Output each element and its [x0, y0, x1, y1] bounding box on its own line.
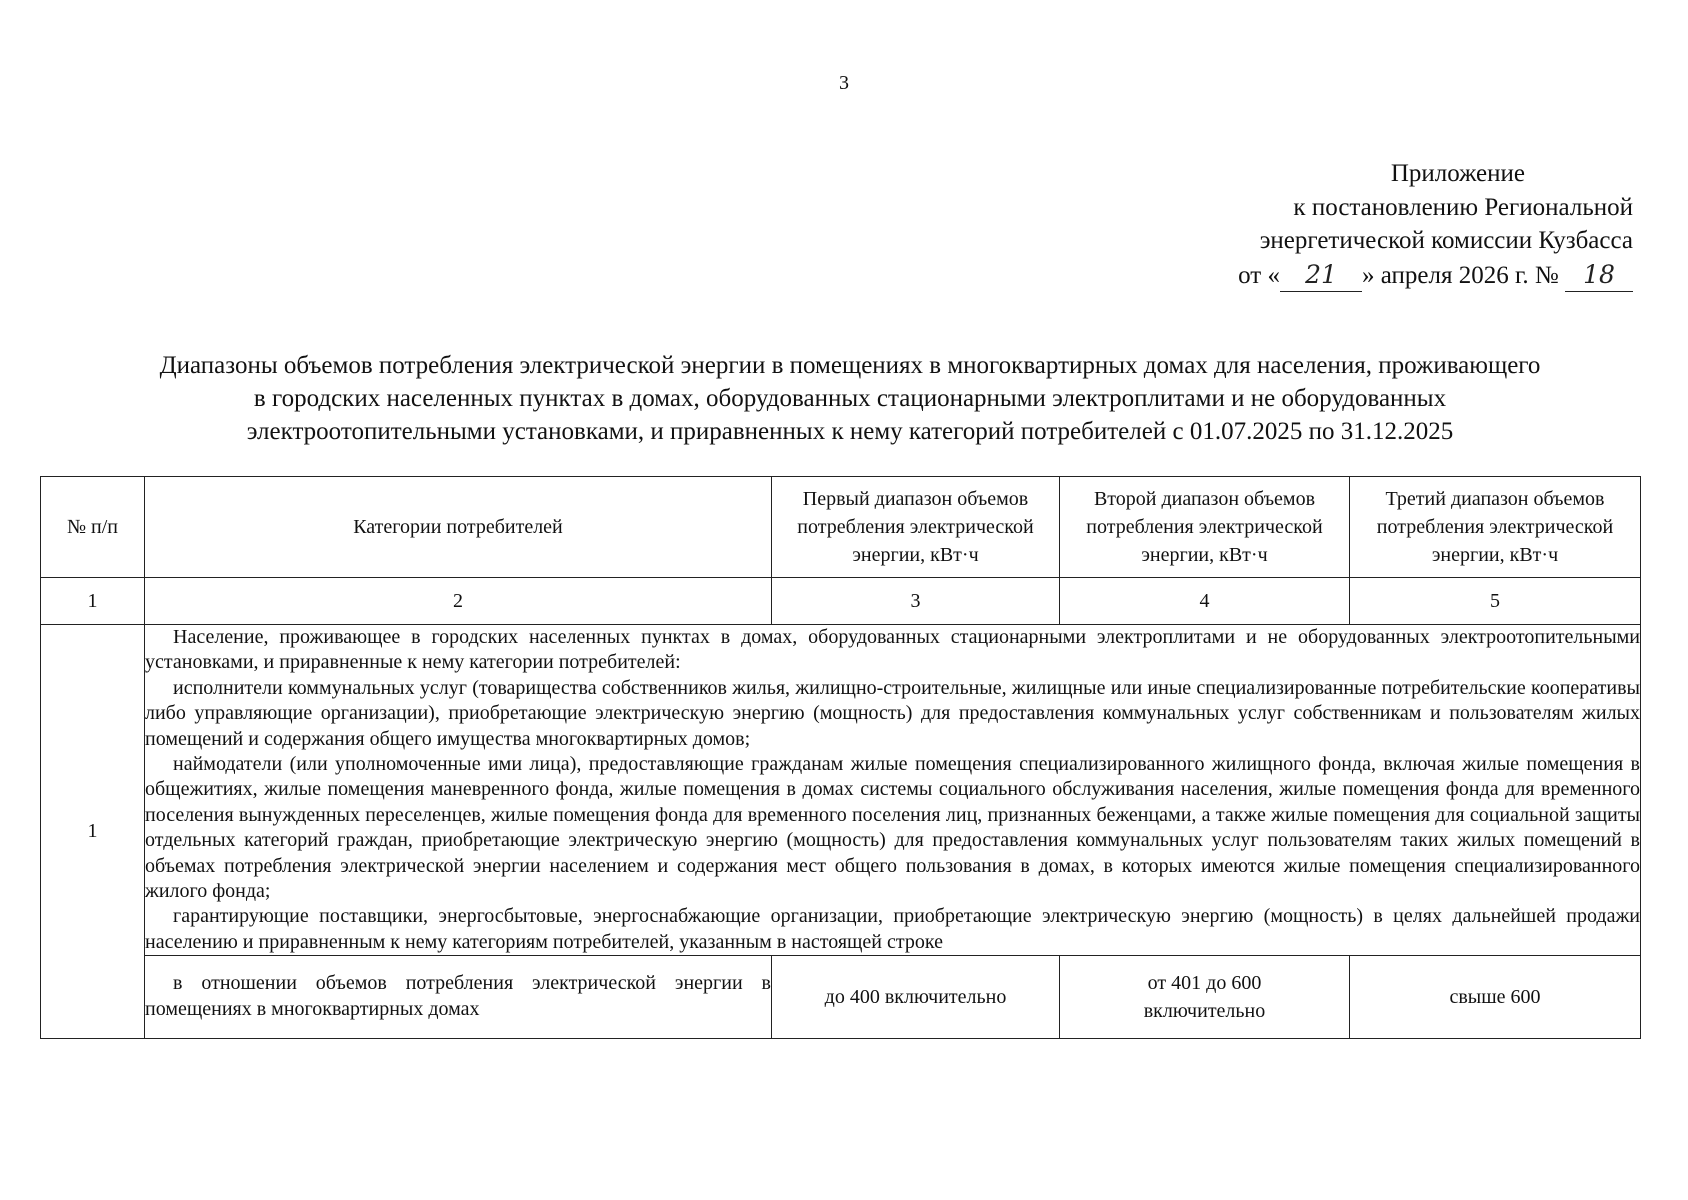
consumption-ranges-table [40, 476, 1641, 1039]
column-number-row [41, 578, 1641, 625]
sub-description-text: в отношении объемов потребления электрической энергии в помещениях в многоквартирных домах [145, 972, 771, 1021]
table-subrow [41, 956, 1641, 1039]
title-line-1: Диапазоны объемов потребления электрической энергии в помещениях в многоквартирных домах для населения, проживающего [159, 352, 1541, 379]
appendix-title: Приложение [1390, 160, 1525, 187]
title-line-2: в городских населенных пунктах в домах, оборудованных стационарными электроплитами и не оборудованных [253, 384, 1447, 412]
range-3-value: свыше 600 [1350, 956, 1641, 1039]
header-num: № п/п [41, 477, 145, 578]
page-number: 3 [839, 72, 849, 94]
range-2-line-2: включительно [1143, 1000, 1266, 1023]
title-line-3: электроотопительными установками, и приравненных к нему категорий потребителей с 01.07.2025 по 31.12.2025 [246, 417, 1454, 445]
appendix-date-line [1238, 258, 1633, 293]
header-range-3: Третий диапазон объемов потребления электрической энергии, кВт·ч [1350, 477, 1641, 578]
description-paragraph: наймодатели (или уполномоченные ими лица), предоставляющие гражданам жилые помещения специализированного жилищного фонда, включая жилые помещения в общежитиях, жилые помещения маневренного фонда, жилые помещения в домах системы социального обслуживания населения, жилые помещения фонда для временного поселения вынужденных переселенцев, жилые помещения фонда для временного поселения лиц, признанных беженцами, а также жилые помещения для социальной защиты отдельных категорий граждан, приобретающие электрическую энергию (мощность) для предоставления коммунальных услуг пользователям таких жилых помещений в объемах потребления электрической энергии населением и содержания мест общего пользования в домах, в которых имеются жилые помещения специализированного жилого фонда; [145, 752, 1640, 902]
description-paragraph: гарантирующие поставщики, энергосбытовые, энергоснабжающие организации, приобретающие электрическую энергию (мощность) в целях дальнейшей продажи населению и приравненным к нему категориям потребителей, указанным в настоящей строке [145, 905, 1640, 953]
appendix-line-2: к постановлению Региональной [1293, 193, 1633, 221]
row-number: 1 [41, 625, 145, 1039]
column-number: 1 [41, 578, 145, 625]
header-range-2: Второй диапазон объемов потребления электрической энергии, кВт·ч [1060, 477, 1350, 578]
sub-category-description [145, 956, 772, 1039]
column-number: 3 [772, 578, 1060, 625]
range-2-value [1060, 956, 1350, 1039]
range-1-value: до 400 включительно [772, 956, 1060, 1039]
appendix-line-3: энергетической комиссии Кузбасса [1259, 227, 1633, 254]
appendix-block [1238, 157, 1633, 292]
date-month-year: » апреля 2026 г. № [1361, 261, 1559, 289]
header-range-1: Первый диапазон объемов потребления электрической энергии, кВт·ч [772, 477, 1060, 578]
column-number: 2 [145, 578, 772, 625]
document-title [60, 350, 1640, 448]
range-2-line-1: от 401 до 600 [1147, 972, 1262, 995]
category-description [145, 625, 1641, 956]
column-number: 4 [1060, 578, 1350, 625]
doc-number-handwritten: 18 [1565, 258, 1633, 293]
date-prefix: от « [1238, 261, 1280, 289]
header-category: Категории потребителей [145, 477, 772, 578]
table-header-row [41, 477, 1641, 578]
table-row [41, 625, 1641, 956]
description-paragraph: исполнители коммунальных услуг (товарищества собственников жилья, жилищно-строительные, жилищные или иные специализированные потребительские кооперативы либо управляющие организации), приобретающие электрическую энергию (мощность) для предоставления коммунальных услуг собственникам и пользователям жилых помещений и содержания общего имущества многоквартирных домов; [145, 676, 1640, 750]
description-paragraph: Население, проживающее в городских населенных пунктах в домах, оборудованных стационарными электроплитами и не оборудованных электроотопительными установками, и приравненные к нему категории потребителей: [145, 626, 1640, 674]
date-day-handwritten: 21 [1280, 258, 1362, 293]
column-number: 5 [1350, 578, 1641, 625]
